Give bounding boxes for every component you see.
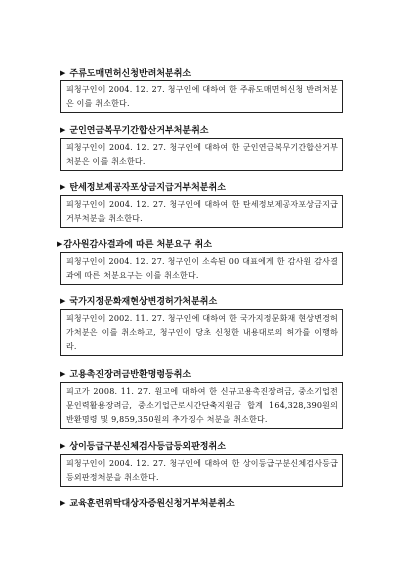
triangle-bullet-icon: ▶: [60, 297, 66, 305]
section-heading: ▶ 탄세정보제공자포상금지급거부처분취소: [60, 183, 226, 193]
section-heading: ▶감사원감사결과에 따른 처분요구 취소: [57, 240, 212, 250]
decision-box: 피청구인이 2002. 11. 27. 청구인에 대하여 한 국가지정문화재 현상변경허가처분은 이를 취소하고, 청구인이 당초 신청한 내용대로의 허가를 이행하라.: [60, 309, 343, 356]
triangle-bullet-icon: ▶: [60, 370, 66, 378]
decision-box: 피청구인이 2004. 12. 27. 청구인에 대하여 한 탄세정보제공자포상금지급거부처분을 취소한다.: [60, 195, 343, 228]
triangle-bullet-icon: ▶: [57, 240, 63, 248]
decision-box: 피청구인이 2004. 12. 27. 청구인에 대하여 한 상이등급구분신체검사등급등외판정처분을 취소한다.: [60, 454, 343, 487]
triangle-bullet-icon: ▶: [60, 183, 66, 191]
triangle-bullet-icon: ▶: [60, 499, 66, 507]
section-heading: ▶ 교육훈련위탁대상자증원신청거부처분취소: [60, 499, 235, 509]
section-heading: ▶ 국가지정문화재현상변경허가처분취소: [60, 297, 218, 307]
decision-box: 피청구인이 2004. 12. 27. 청구인이 소속된 00 대표에게 한 감사원 감사결과에 따른 처분요구는 이를 취소한다.: [60, 252, 343, 285]
section-heading: ▶ 군인연금복무기간합산거부처분취소: [60, 126, 209, 136]
decision-box: 피청구인이 2004. 12. 27. 청구인에 대하여 한 군인연금복무기간합산거부처분은 이를 취소한다.: [60, 138, 343, 171]
decision-box: 피고가 2008. 11. 27. 원고에 대하여 한 신규고용촉진장려금, 중소기업전문인력활용장려금, 중소기업근로시간단축지원금 합계 164,328,390원의 반환명령 및 9,859,350원의 추가징수 처분을 취소한다.: [60, 382, 343, 429]
triangle-bullet-icon: ▶: [60, 442, 66, 450]
decision-box: 피청구인이 2004. 12. 27. 청구인에 대하여 한 주류도매면허신청 반려처분은 이를 취소한다.: [60, 80, 343, 113]
section-heading: ▶ 주류도매면허신청반려처분취소: [60, 69, 192, 79]
triangle-bullet-icon: ▶: [60, 69, 66, 77]
triangle-bullet-icon: ▶: [60, 126, 66, 134]
section-heading: ▶ 상이등급구분신체검사등급등외판정취소: [60, 442, 226, 452]
section-heading: ▶ 고용촉진장려금반환명령등취소: [60, 370, 192, 380]
